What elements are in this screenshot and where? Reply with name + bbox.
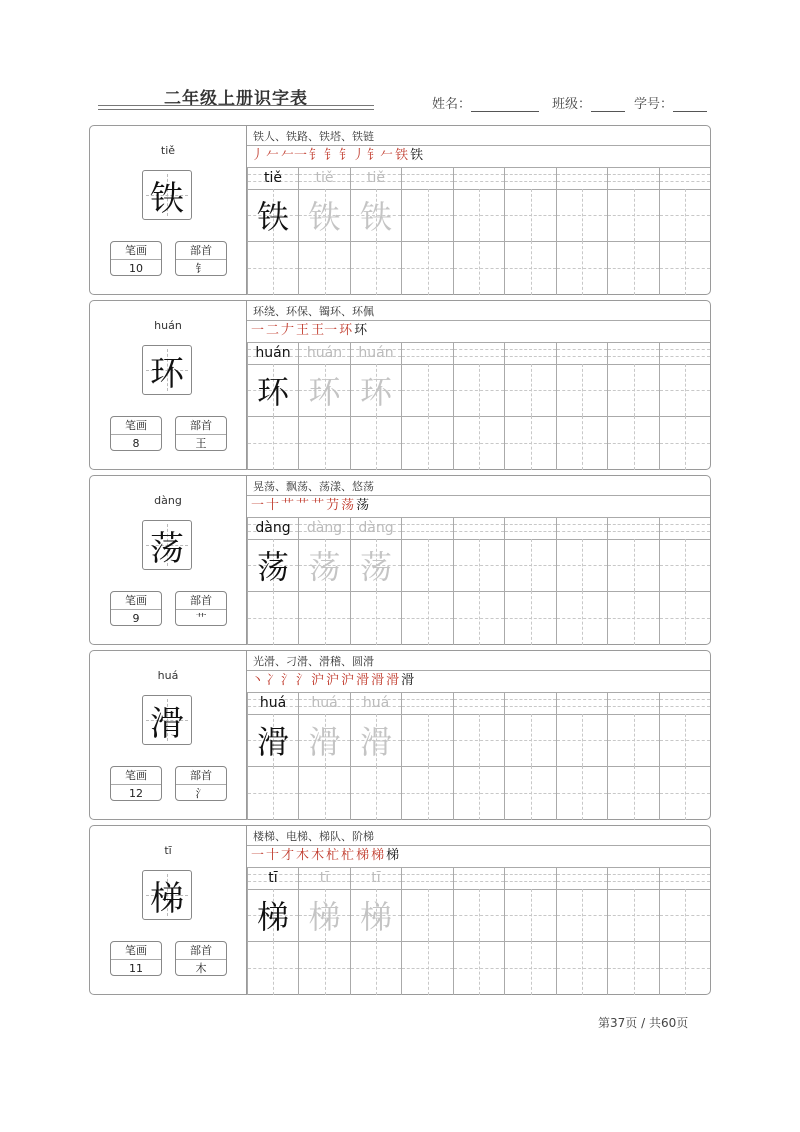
practice-grid — [247, 167, 710, 295]
practice-char: 荡 — [359, 548, 392, 586]
practice-pinyin: tiě — [367, 170, 385, 186]
practice-char: 滑 — [308, 723, 341, 761]
stroke-count-label: 笔画 — [111, 592, 161, 610]
practice-char: 环 — [256, 373, 289, 411]
writing-cell[interactable] — [556, 941, 607, 995]
practice-panel — [247, 476, 710, 644]
pinyin-cell[interactable] — [247, 342, 298, 364]
writing-cell[interactable] — [247, 889, 298, 941]
practice-grid — [247, 517, 710, 645]
stroke-count-value: 9 — [132, 612, 140, 625]
stroke-count-box — [110, 591, 162, 626]
student-id-label: 学号： — [634, 97, 674, 112]
writing-cell[interactable] — [298, 714, 350, 766]
char-card — [89, 125, 711, 295]
stroke-count-value: 12 — [129, 787, 143, 800]
writing-cell[interactable] — [401, 416, 453, 470]
practice-pinyin: huá — [362, 695, 390, 711]
stroke-step: 艹 — [281, 498, 295, 513]
writing-cell[interactable] — [401, 591, 453, 645]
practice-char: 荡 — [256, 548, 289, 586]
writing-cell[interactable] — [401, 539, 453, 591]
stroke-step: 滑 — [371, 673, 385, 688]
writing-cell[interactable] — [659, 189, 710, 241]
writing-cell[interactable] — [350, 241, 401, 295]
practice-pinyin: dàng — [255, 520, 291, 536]
stroke-step: 滑 — [386, 673, 400, 688]
writing-cell[interactable] — [401, 714, 453, 766]
pinyin-cell[interactable] — [556, 342, 607, 364]
pinyin-cell[interactable] — [401, 517, 453, 539]
writing-cell[interactable] — [298, 591, 350, 645]
writing-cell[interactable] — [556, 241, 607, 295]
writing-cell[interactable] — [607, 714, 659, 766]
stroke-step: 𠂉一 — [281, 148, 308, 163]
stroke-step: 十 — [266, 498, 280, 513]
writing-cell[interactable] — [659, 364, 710, 416]
pinyin-cell[interactable] — [607, 517, 659, 539]
writing-cell[interactable] — [659, 241, 710, 295]
writing-cell[interactable] — [659, 416, 710, 470]
stroke-count-label: 笔画 — [111, 767, 161, 785]
practice-pinyin: tī — [371, 870, 381, 886]
pinyin-cell[interactable] — [504, 517, 556, 539]
page-title: 二年级上册识字表 — [164, 89, 308, 109]
writing-cell[interactable] — [453, 189, 504, 241]
writing-cell[interactable] — [247, 941, 298, 995]
char-box — [142, 520, 192, 570]
pinyin-cell[interactable] — [401, 342, 453, 364]
stroke-step: 一 — [251, 323, 265, 338]
writing-cell[interactable] — [504, 416, 556, 470]
writing-cell[interactable] — [607, 766, 659, 820]
name-label: 姓名： — [432, 97, 472, 112]
pinyin-cell[interactable] — [298, 867, 350, 889]
writing-cell[interactable] — [659, 766, 710, 820]
pinyin-cell[interactable] — [659, 692, 710, 714]
practice-char: 环 — [359, 373, 392, 411]
main-char: 滑 — [150, 703, 184, 744]
practice-char: 铁 — [359, 198, 392, 236]
char-pinyin: huá — [157, 669, 179, 682]
main-char: 梯 — [150, 878, 184, 919]
pinyin-cell[interactable] — [607, 867, 659, 889]
writing-cell[interactable] — [504, 241, 556, 295]
main-char: 荡 — [150, 528, 184, 569]
stroke-step: 荡 — [341, 498, 355, 513]
example-words: 楼梯、电梯、梯队、阶梯 — [253, 830, 374, 843]
writing-cell[interactable] — [607, 364, 659, 416]
practice-char: 铁 — [256, 198, 289, 236]
radical-label: 部首 — [176, 767, 226, 785]
stroke-step: 沪 — [341, 673, 355, 688]
name-blank[interactable] — [471, 97, 539, 112]
writing-cell[interactable] — [350, 889, 401, 941]
writing-cell[interactable] — [401, 364, 453, 416]
writing-cell[interactable] — [350, 591, 401, 645]
writing-cell[interactable] — [504, 364, 556, 416]
stroke-step: 艹 — [311, 498, 325, 513]
practice-grid — [247, 692, 710, 820]
practice-char: 环 — [308, 373, 341, 411]
radical-label: 部首 — [176, 592, 226, 610]
main-char: 环 — [150, 353, 184, 394]
writing-cell[interactable] — [401, 889, 453, 941]
title-underline — [98, 105, 374, 106]
pinyin-cell[interactable] — [247, 692, 298, 714]
stroke-order — [251, 845, 401, 867]
stroke-step: 钅 — [309, 148, 323, 163]
stroke-count-box — [110, 241, 162, 276]
pinyin-cell[interactable] — [607, 167, 659, 189]
stroke-step: 木 — [296, 848, 310, 863]
pinyin-cell[interactable] — [556, 517, 607, 539]
writing-cell[interactable] — [453, 591, 504, 645]
writing-cell[interactable] — [504, 766, 556, 820]
pinyin-cell[interactable] — [298, 692, 350, 714]
char-box — [142, 695, 192, 745]
writing-cell[interactable] — [350, 539, 401, 591]
stroke-count-label: 笔画 — [111, 942, 161, 960]
radical-value: 王 — [195, 437, 207, 450]
example-words: 环绕、环保、镯环、环佩 — [253, 305, 374, 318]
stroke-order — [251, 320, 369, 342]
writing-cell[interactable] — [298, 416, 350, 470]
writing-cell[interactable] — [607, 889, 659, 941]
writing-cell[interactable] — [453, 941, 504, 995]
pinyin-cell[interactable] — [247, 167, 298, 189]
pinyin-cell[interactable] — [453, 517, 504, 539]
class-field[interactable] — [552, 93, 625, 112]
stroke-count-box — [110, 941, 162, 976]
writing-cell[interactable] — [453, 241, 504, 295]
class-label: 班级： — [552, 97, 592, 112]
stroke-step: 氵 — [281, 673, 295, 688]
stroke-step: 𠂉 — [266, 148, 280, 163]
char-info-panel — [90, 651, 247, 819]
stroke-step: 滑 — [356, 673, 370, 688]
pinyin-cell[interactable] — [659, 517, 710, 539]
pinyin-cell[interactable] — [504, 692, 556, 714]
radical-value: 木 — [195, 962, 207, 975]
example-words: 晃荡、飘荡、荡漾、悠荡 — [253, 480, 374, 493]
writing-cell[interactable] — [607, 941, 659, 995]
char-card — [89, 475, 711, 645]
pinyin-cell[interactable] — [504, 167, 556, 189]
example-words: 光滑、刁滑、滑稽、圆滑 — [253, 655, 374, 668]
writing-cell[interactable] — [350, 941, 401, 995]
writing-cell[interactable] — [659, 889, 710, 941]
radical-box — [175, 241, 227, 276]
practice-pinyin: tiě — [315, 170, 334, 186]
student-id-blank[interactable] — [673, 97, 707, 112]
writing-cell[interactable] — [453, 364, 504, 416]
pinyin-cell[interactable] — [504, 342, 556, 364]
stroke-step: 冫 — [266, 673, 280, 688]
main-char: 铁 — [150, 178, 184, 219]
practice-pinyin: huán — [358, 345, 394, 361]
writing-cell[interactable] — [298, 189, 350, 241]
writing-cell[interactable] — [401, 941, 453, 995]
practice-char: 梯 — [308, 898, 341, 936]
writing-cell[interactable] — [504, 941, 556, 995]
writing-cell[interactable] — [298, 889, 350, 941]
writing-cell[interactable] — [247, 714, 298, 766]
stroke-step: 滑 — [401, 673, 415, 688]
writing-cell[interactable] — [298, 364, 350, 416]
pinyin-cell[interactable] — [298, 342, 350, 364]
stroke-step: 沪 — [311, 673, 325, 688]
stroke-step: 沪 — [326, 673, 340, 688]
stroke-step: 梯 — [371, 848, 385, 863]
writing-cell[interactable] — [350, 416, 401, 470]
writing-cell[interactable] — [453, 766, 504, 820]
writing-cell[interactable] — [350, 714, 401, 766]
stroke-step: 铁 — [410, 148, 424, 163]
stroke-step: 木 — [311, 848, 325, 863]
pinyin-cell[interactable] — [607, 692, 659, 714]
writing-cell[interactable] — [247, 241, 298, 295]
writing-cell[interactable] — [247, 364, 298, 416]
writing-cell[interactable] — [556, 714, 607, 766]
writing-cell[interactable] — [607, 539, 659, 591]
char-info-panel — [90, 126, 247, 294]
writing-cell[interactable] — [659, 941, 710, 995]
writing-cell[interactable] — [401, 189, 453, 241]
stroke-count-label: 笔画 — [111, 417, 161, 435]
stroke-step: 钅 — [324, 148, 338, 163]
student-id-field[interactable] — [634, 93, 707, 112]
practice-pinyin: huá — [311, 695, 338, 711]
stroke-step: 一 — [251, 848, 265, 863]
radical-box — [175, 591, 227, 626]
writing-cell[interactable] — [298, 241, 350, 295]
writing-cell[interactable] — [607, 416, 659, 470]
pinyin-cell[interactable] — [453, 867, 504, 889]
writing-cell[interactable] — [556, 416, 607, 470]
pinyin-cell[interactable] — [504, 867, 556, 889]
stroke-step: 钅丿 — [339, 148, 366, 163]
writing-cell[interactable] — [607, 591, 659, 645]
stroke-step: 杧 — [326, 848, 340, 863]
stroke-step: 才 — [281, 848, 295, 863]
writing-cell[interactable] — [401, 241, 453, 295]
practice-panel — [247, 301, 710, 469]
writing-cell[interactable] — [504, 889, 556, 941]
title-underline-2 — [98, 109, 374, 110]
writing-cell[interactable] — [350, 766, 401, 820]
char-pinyin: huán — [154, 319, 182, 332]
char-pinyin: tiě — [160, 144, 176, 157]
practice-pinyin: huá — [259, 695, 287, 711]
name-field[interactable] — [432, 93, 539, 112]
stroke-step: 梯 — [356, 848, 370, 863]
writing-cell[interactable] — [556, 591, 607, 645]
stroke-step: 艹 — [296, 498, 310, 513]
stroke-step: 荡 — [356, 498, 370, 513]
radical-label: 部首 — [176, 242, 226, 260]
pinyin-cell[interactable] — [556, 867, 607, 889]
stroke-step: 氵 — [296, 673, 310, 688]
pinyin-cell[interactable] — [401, 692, 453, 714]
char-box — [142, 345, 192, 395]
radical-box — [175, 766, 227, 801]
char-card — [89, 300, 711, 470]
writing-cell[interactable] — [247, 539, 298, 591]
stroke-step: 环 — [354, 323, 368, 338]
radical-label: 部首 — [176, 942, 226, 960]
char-box — [142, 870, 192, 920]
practice-char: 滑 — [256, 723, 289, 761]
pinyin-cell[interactable] — [350, 692, 401, 714]
char-info-panel — [90, 301, 247, 469]
stroke-count-box — [110, 766, 162, 801]
pinyin-cell[interactable] — [453, 342, 504, 364]
practice-pinyin: huán — [306, 345, 343, 361]
writing-cell[interactable] — [504, 591, 556, 645]
writing-cell[interactable] — [350, 364, 401, 416]
char-info-panel — [90, 826, 247, 994]
pinyin-cell[interactable] — [350, 342, 401, 364]
writing-cell[interactable] — [504, 539, 556, 591]
stroke-count-label: 笔画 — [111, 242, 161, 260]
stroke-step: 钅𠂉 — [367, 148, 394, 163]
writing-cell[interactable] — [453, 539, 504, 591]
writing-cell[interactable] — [298, 766, 350, 820]
stroke-order — [251, 495, 371, 517]
radical-value: 氵 — [195, 787, 207, 800]
stroke-step: 芀 — [326, 498, 340, 513]
radical-value: 钅 — [195, 262, 207, 275]
stroke-count-value: 11 — [129, 962, 143, 975]
char-card — [89, 650, 711, 820]
writing-cell[interactable] — [298, 941, 350, 995]
writing-cell[interactable] — [298, 539, 350, 591]
writing-cell[interactable] — [247, 189, 298, 241]
stroke-order — [251, 145, 425, 167]
stroke-step: 王 — [296, 323, 310, 338]
writing-cell[interactable] — [453, 889, 504, 941]
radical-value: 艹 — [195, 612, 207, 625]
practice-char: 荡 — [308, 548, 341, 586]
practice-pinyin: huán — [255, 345, 291, 361]
writing-cell[interactable] — [659, 591, 710, 645]
writing-cell[interactable] — [401, 766, 453, 820]
char-pinyin: tī — [164, 844, 172, 857]
writing-cell[interactable] — [556, 766, 607, 820]
practice-pinyin: tī — [268, 870, 278, 886]
practice-char: 梯 — [359, 898, 392, 936]
pinyin-cell[interactable] — [350, 867, 401, 889]
stroke-order — [251, 670, 416, 692]
radical-box — [175, 416, 227, 451]
example-words: 铁人、铁路、铁塔、铁链 — [253, 130, 374, 143]
pinyin-cell[interactable] — [350, 167, 401, 189]
pinyin-cell[interactable] — [659, 167, 710, 189]
practice-pinyin: tiě — [264, 170, 282, 186]
stroke-step: 铁 — [395, 148, 409, 163]
stroke-step: 一 — [251, 498, 265, 513]
char-info-panel — [90, 476, 247, 644]
writing-cell[interactable] — [659, 714, 710, 766]
stroke-step: 丶 — [251, 673, 265, 688]
stroke-count-box — [110, 416, 162, 451]
stroke-count-value: 10 — [129, 262, 143, 275]
stroke-step: 十 — [266, 848, 280, 863]
class-blank[interactable] — [591, 97, 625, 112]
practice-panel — [247, 826, 710, 994]
writing-cell[interactable] — [659, 539, 710, 591]
stroke-count-value: 8 — [132, 437, 140, 450]
pinyin-cell[interactable] — [453, 167, 504, 189]
writing-cell[interactable] — [247, 766, 298, 820]
radical-box — [175, 941, 227, 976]
writing-cell[interactable] — [504, 714, 556, 766]
writing-cell[interactable] — [556, 189, 607, 241]
char-pinyin: dàng — [154, 494, 182, 507]
practice-grid — [247, 867, 710, 995]
practice-pinyin: dàng — [358, 520, 394, 536]
practice-char: 梯 — [256, 898, 289, 936]
radical-label: 部首 — [176, 417, 226, 435]
char-card — [89, 825, 711, 995]
writing-cell[interactable] — [607, 241, 659, 295]
practice-panel — [247, 126, 710, 294]
pinyin-cell[interactable] — [247, 867, 298, 889]
stroke-step: 丿 — [251, 148, 265, 163]
stroke-step: 王一 — [311, 323, 338, 338]
stroke-step: 杧 — [341, 848, 355, 863]
pinyin-cell[interactable] — [453, 692, 504, 714]
pinyin-cell[interactable] — [401, 167, 453, 189]
pinyin-cell[interactable] — [298, 167, 350, 189]
pinyin-cell[interactable] — [350, 517, 401, 539]
pinyin-cell[interactable] — [556, 167, 607, 189]
practice-pinyin: tī — [319, 870, 330, 886]
stroke-step: 梯 — [386, 848, 400, 863]
practice-pinyin: dàng — [306, 520, 343, 536]
stroke-step: 𠂇 — [281, 323, 295, 338]
writing-cell[interactable] — [556, 889, 607, 941]
pinyin-cell[interactable] — [659, 867, 710, 889]
writing-cell[interactable] — [453, 714, 504, 766]
practice-panel — [247, 651, 710, 819]
practice-char: 滑 — [359, 723, 392, 761]
writing-cell[interactable] — [504, 189, 556, 241]
char-box — [142, 170, 192, 220]
writing-cell[interactable] — [556, 364, 607, 416]
stroke-step: 二 — [266, 323, 280, 338]
pinyin-cell[interactable] — [607, 342, 659, 364]
writing-cell[interactable] — [556, 539, 607, 591]
page-number: 第37页 / 共60页 — [598, 1016, 689, 1030]
pinyin-cell[interactable] — [401, 867, 453, 889]
writing-cell[interactable] — [453, 416, 504, 470]
pinyin-cell[interactable] — [659, 342, 710, 364]
practice-grid — [247, 342, 710, 470]
stroke-step: 环 — [339, 323, 353, 338]
writing-cell[interactable] — [247, 591, 298, 645]
pinyin-cell[interactable] — [247, 517, 298, 539]
practice-char: 铁 — [308, 198, 341, 236]
writing-cell[interactable] — [247, 416, 298, 470]
writing-cell[interactable] — [350, 189, 401, 241]
writing-cell[interactable] — [607, 189, 659, 241]
pinyin-cell[interactable] — [556, 692, 607, 714]
pinyin-cell[interactable] — [298, 517, 350, 539]
